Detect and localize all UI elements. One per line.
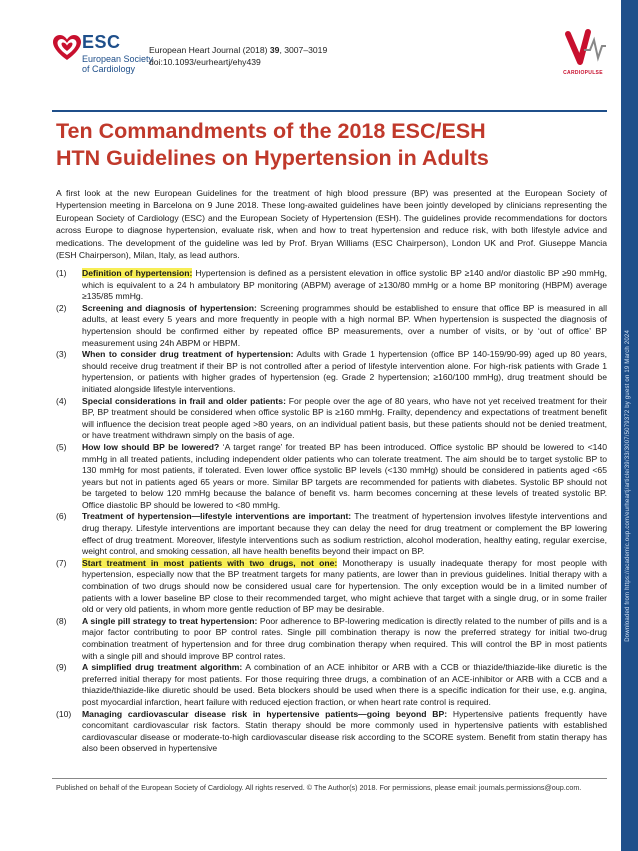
list-item: (6) Treatment of hypertension—lifestyle interventions are important: The treatment of hypertension involves lifestyle interventions and drug therapy. Lifestyle interventions are important because they can delay the need for drug treatment or complement the BP lowering effect of drug treatment. Moreover, lifestyle interventions such as sodium restriction, alcohol moderation, healthy eating, regular exercise, weight control, and smoking cessation, all have health benefits beyond their impact on BP.	[56, 511, 607, 557]
item-heading: Start treatment in most patients with two drugs, not one:	[82, 557, 338, 568]
download-watermark: Downloaded from https://academic.oup.com/eurheartj/article/39/33/3007/5079372 by guest on 19 March 2024	[625, 330, 631, 642]
cardiopulse-label: CARDIOPULSE	[563, 70, 603, 76]
list-item: (2) Screening and diagnosis of hypertension: Screening programmes should be established to ensure that office BP is measured in all adults, at least every 5 years and more frequently in people with a high normal BP. When hypertension is suspected the diagnosis of hypertension should be confirmed either by repeated office BP measurements, over a number of visits, or by ‘out of office’ BP measurement using 24h ABPM or HBPM.	[56, 302, 607, 348]
list-item: (9) A simplified drug treatment algorithm: A combination of an ACE inhibitor or ARB with a CCB or thiazide/thiazide-like diuretic is the preferred initial therapy for most patients. For those requiring three drugs, a combination of an ACE-inhibitor or ARB with a CCB and a thiazide/thiazide-like diuretic should be used. Beta blockers should be used when there is a specific indication for their use, e.g. angina, post myocardial infarction, heart failure with reduced ejection fraction, or when heart rate control is required.	[56, 662, 608, 707]
commandments-list	[56, 268, 607, 755]
heart-logo-icon	[52, 34, 82, 62]
item-heading: Screening and diagnosis of hypertension:	[82, 302, 257, 313]
list-item: (10) Managing cardiovascular disease risk in hypertensive patients—going beyond BP: Hypertensive patients frequently have concomitant cardiovascular risk factors. Statin therapy should be more commonly used in hypertensive patients with established cardiovascular disease or moderate-to-high cardiovascular disease risk according to the SCORE system. Benefit from statin therapy has also been observed in hypertensive	[56, 708, 607, 754]
item-heading: Treatment of hypertension—lifestyle interventions are important:	[82, 511, 352, 522]
journal-citation	[149, 44, 327, 68]
citation-line: European Heart Journal (2018) 39, 3007–3019	[149, 45, 328, 55]
list-item: (1) Definition of hypertension: Hypertension is defined as a persistent elevation in office systolic BP ≥140 and/or diastolic BP ≥90 mmHg, which is equivalent to a 24 h ambulatory BP monitoring (ABPM) average of ≥130/80 mmHg or a home BP monitoring (HBPM) average ≥135/85 mmHg.	[56, 268, 607, 302]
header-rule	[52, 110, 607, 112]
footer-rule	[52, 778, 607, 779]
list-item: (3) When to consider drug treatment of hypertension: Adults with Grade 1 hypertension (office BP 140-159/90-99) aged up 80 years, should receive drug treatment if their BP is not controlled after a period of lifestyle intervention alone. For high-risk patients with Grade 1 hypertension, or patients with higher grades of hypertension (eg. Grade 2 hypertension; ≥160/100 mmHg), drug treatment should be initiated alongside lifestyle interventions.	[56, 349, 607, 394]
list-item: (5) How low should BP be lowered? ‘A target range’ for treated BP has been introduced. Office systolic BP should be lowered to <140 mmHg in all treated patients, including independent older patients who can tolerate treatment. The aim should be to target systolic BP to 130 mmHg for most patients, if tolerated. Even lower office systolic BP levels (<130 mmHg) should be considered in patients aged <65 years but not in patients aged 65 years or more. Similar BP targets are recommended for patients with diabetes. Systolic BP should not be targeted to below 120 mmHg because the balance of benefit vs. harm becomes concerning at these levels of treated systolic BP. Office diastolic BP should be lowered to <80 mmHg.	[56, 441, 607, 510]
list-item: (4) Special considerations in frail and older patients: For people over the age of 80 years, who have not yet received treatment for their BP, BP treatment should be considered when office systolic BP is ≥160 mmHg. Frailty, dependency and expectations of treatment benefit will influence the decision treat people aged >80 years, on an individual patient basis, but these patients should not be denied treatment, or have treatment withdrawn simply on the basis of age.	[56, 395, 608, 441]
pulse-icon	[558, 24, 608, 70]
logo-wordmark: ESC	[82, 32, 121, 52]
item-heading: A single pill strategy to treat hypertension:	[82, 615, 258, 626]
article-title: Ten Commandments of the 2018 ESC/ESH HTN Guidelines on Hypertension in Adults	[56, 119, 489, 170]
intro-paragraph: A first look at the new European Guidelines for the treatment of high blood pressure (BP) was presented at the European Society of Hypertension meeting in Barcelona on 9 June 2018. These long-awaited guidelines have been jointly developed by clinicians representing the European Society of Cardiology (ESC) and the European Society of Hypertension (ESH). The guidelines provide recommendations for doctors across Europe to diagnose hypertension, evaluate risk, when and how to treat hypertension and reduce risk, with both lifestyle advice and medications. The development of the guideline was led by Prof. Bryan Williams (ESC Chairperson), London UK and Prof. Giuseppe Mancia (ESH Chairperson), Milan, Italy, as lead authors.	[56, 188, 607, 261]
item-heading: Managing cardiovascular disease risk in hypertensive patients—going beyond BP:	[82, 708, 448, 719]
item-heading: Special considerations in frail and older patients:	[82, 395, 286, 406]
list-item: (7) Start treatment in most patients with two drugs, not one: Monotherapy is usually inadequate therapy for most people with hypertension, especially now that the BP treatment targets for many patients, are lower than in previous guidelines. Initial therapy with a combination of two drugs should now be considered usual care for hypertension. The only exception would be in a limited number of patients with a lower baseline BP close to their recommended target, who might achieve that target with a single drug, or in some frailer old or very old patients, in whom more gentle reduction of BP may be desirable.	[56, 557, 607, 615]
list-item: (8) A single pill strategy to treat hypertension: Poor adherence to BP-lowering medication is directly related to the number of pills and is a major factor contributing to poor BP control rates. Single pill combination therapy is now the preferred strategy for initial two-drug combination treatment of hypertension and for three drug combination therapy when required. This will control the BP in most patients with a single pill and should improve BP control rates.	[56, 615, 607, 661]
item-heading: Definition of hypertension:	[82, 268, 193, 278]
item-heading: When to consider drug treatment of hypertension:	[82, 349, 294, 360]
cardiopulse-logo	[558, 24, 608, 80]
publication-footer: Published on behalf of the European Society of Cardiology. All rights reserved. © The Author(s) 2018. For permissions, please email: journals.permissions@oup.com.	[56, 783, 582, 792]
item-heading: How low should BP be lowered?	[82, 441, 220, 452]
logo-subtitle: European Society of Cardiology	[82, 54, 154, 74]
doi-line: doi:10.1093/eurheartj/ehy439	[149, 57, 261, 67]
item-heading: A simplified drug treatment algorithm:	[82, 662, 243, 673]
